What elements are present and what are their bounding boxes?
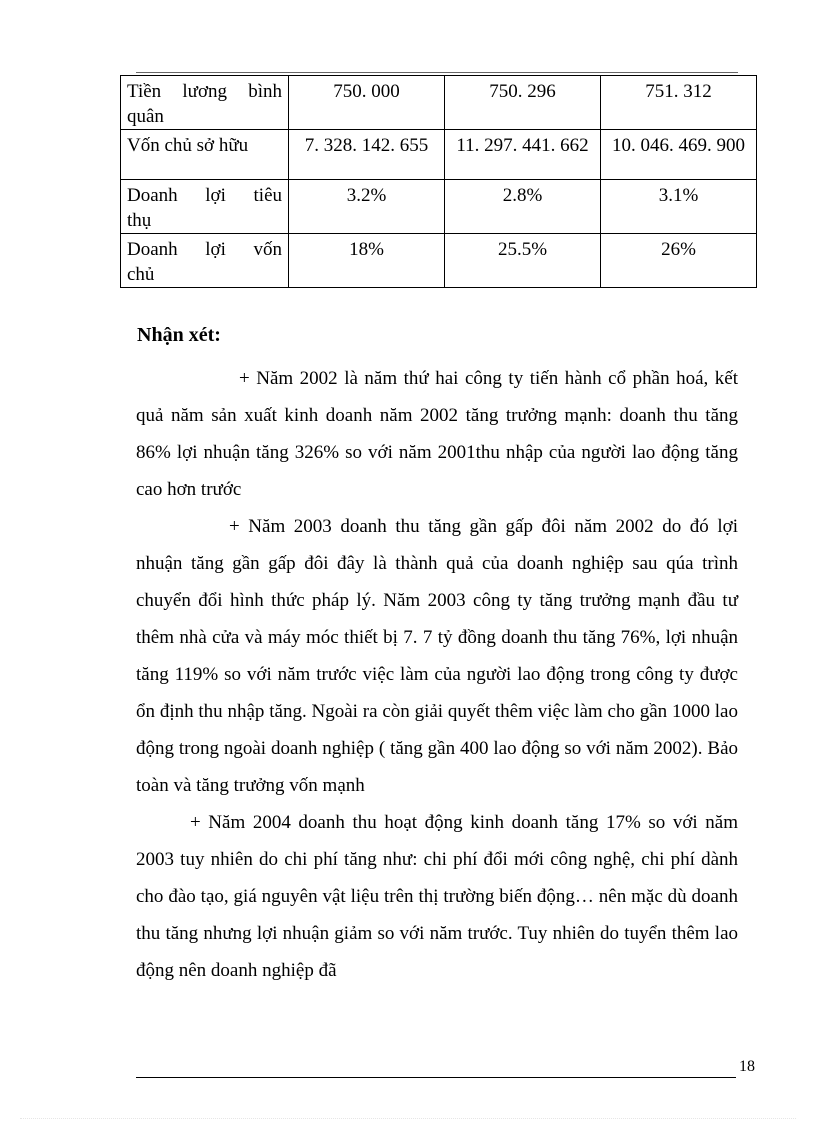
table-cell: 751. 312 <box>601 76 757 130</box>
table-row <box>121 234 757 288</box>
row-label: Doanh lợi tiêu thụ <box>121 180 289 234</box>
page-edge-divider <box>20 1118 796 1119</box>
table-row <box>121 130 757 180</box>
table-cell: 750. 296 <box>445 76 601 130</box>
paragraph: + Năm 2003 doanh thu tăng gần gấp đôi năm 2002 do đó lợi nhuận tăng gần gấp đôi đây là thành quả của doanh nghiệp sau qúa trình chuyển đổi hình thức pháp lý. Năm 2003 công ty tăng trưởng mạnh đầu tư thêm nhà cửa và máy móc thiết bị 7. 7 tỷ đồng doanh thu tăng 76%, lợi nhuận tăng 119% so với năm trước việc làm của người lao động trong công ty được ổn định thu nhập tăng. Ngoài ra còn giải quyết thêm việc làm cho gần 1000 lao động trong ngoài doanh nghiệp ( tăng gần 400 lao động so với năm 2002). Bảo toàn và tăng trưởng vốn mạnh <box>136 516 738 796</box>
row-label: Doanh lợi vốn chủ <box>121 234 289 288</box>
financial-table <box>120 75 757 288</box>
paragraph: + Năm 2002 là năm thứ hai công ty tiến hành cổ phần hoá, kết quả năm sản xuất kinh doanh năm 2002 tăng trưởng mạnh: doanh thu tăng 86% lợi nhuận tăng 326% so với năm 2001thu nhập của người lao động tăng cao hơn trước <box>136 368 738 500</box>
section-heading: Nhận xét: <box>137 324 221 346</box>
body-text <box>136 360 738 989</box>
table-cell: 11. 297. 441. 662 <box>445 130 601 180</box>
table-cell: 26% <box>601 234 757 288</box>
table-cell: 3.1% <box>601 180 757 234</box>
table-cell: 750. 000 <box>289 76 445 130</box>
paragraph: + Năm 2004 doanh thu hoạt động kinh doanh tăng 17% so với năm 2003 tuy nhiên do chi phí tăng như: chi phí đổi mới công nghệ, chi phí dành cho đào tạo, giá nguyên vật liệu trên thị trường biến động… nên mặc dù doanh thu tăng nhưng lợi nhuận giảm so với năm trước. Tuy nhiên do tuyển thêm lao động nên doanh nghiệp đã <box>136 812 738 981</box>
table-cell: 18% <box>289 234 445 288</box>
row-label: Tiền lương bình quân <box>121 76 289 130</box>
table-row <box>121 76 757 130</box>
page-number: 18 <box>739 1058 755 1075</box>
table-row <box>121 180 757 234</box>
row-label: Vốn chủ sở hữu <box>121 130 289 180</box>
table-cell: 10. 046. 469. 900 <box>601 130 757 180</box>
header-rule <box>136 72 738 73</box>
table-cell: 2.8% <box>445 180 601 234</box>
table-cell: 7. 328. 142. 655 <box>289 130 445 180</box>
table-cell: 3.2% <box>289 180 445 234</box>
table-cell: 25.5% <box>445 234 601 288</box>
footer-rule <box>136 1077 736 1078</box>
